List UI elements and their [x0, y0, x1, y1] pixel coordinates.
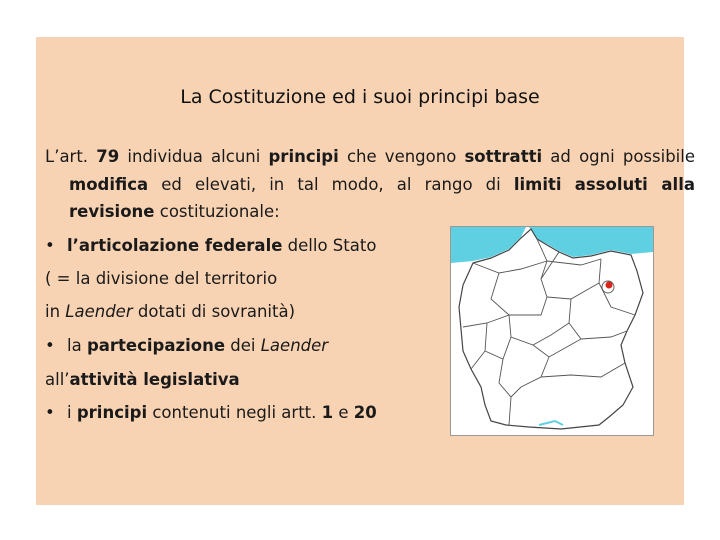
bullet-icon: • [45, 236, 55, 255]
bullet-text: dei [225, 336, 261, 355]
intro-text: costituzionale: [154, 202, 280, 221]
bullet-keyword: partecipazione [86, 336, 226, 355]
bullet-item-federal [45, 236, 376, 255]
bullet-icon: • [45, 336, 55, 355]
intro-text: che vengono [338, 147, 465, 166]
intro-keyword: modifica [69, 174, 149, 194]
germany-map-svg [451, 227, 653, 435]
paren-line-1: ( = la divisione del territorio [45, 269, 278, 288]
intro-text: ed elevati, in tal modo, al rango di [148, 174, 514, 194]
bullet-item-principi [45, 403, 377, 422]
bullet-text: dello Stato [282, 236, 377, 255]
intro-text: ad ogni possibile [542, 147, 695, 166]
intro-keyword: assoluti alla revisione [69, 174, 695, 221]
paren-text: dotati di sovranità) [132, 302, 296, 321]
paren-text: in [45, 302, 66, 321]
bullet-text: e [333, 403, 354, 422]
slide-title: La Costituzione ed i suoi principi base [180, 86, 540, 108]
intro-text: individua alcuni [119, 147, 269, 166]
paren-italic: Laender [65, 302, 133, 321]
article-number: 20 [353, 403, 377, 422]
intro-text: L’art. [45, 147, 97, 166]
bullet-item-partecipazione [45, 336, 328, 355]
article-number: 79 [96, 147, 120, 166]
bullet-keyword: principi [76, 403, 148, 422]
intro-keyword: limiti [513, 174, 562, 194]
bullet-text: all’ [45, 370, 70, 389]
intro-paragraph [45, 143, 695, 226]
bullet-text: la [67, 336, 87, 355]
paren-line-2 [45, 302, 295, 321]
bullet-text: i [67, 403, 77, 422]
germany-map-icon [450, 226, 654, 436]
bullet2-continuation [45, 370, 240, 389]
berlin-marker [606, 282, 613, 289]
intro-keyword: principi [268, 147, 339, 166]
bullet-keyword: l’articolazione federale [67, 236, 283, 255]
article-number: 1 [321, 403, 334, 422]
intro-text [562, 175, 575, 194]
bullet-icon: • [45, 403, 55, 422]
bullet-italic: Laender [260, 336, 329, 355]
intro-keyword: sottratti [464, 147, 543, 166]
bullet-text: contenuti negli artt. [147, 403, 322, 422]
bullet-keyword: attività legislativa [69, 370, 240, 389]
